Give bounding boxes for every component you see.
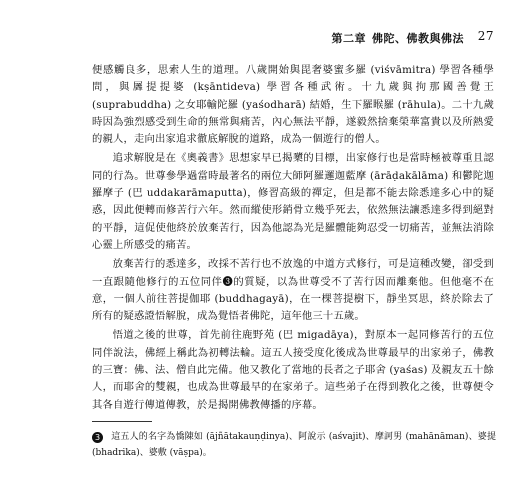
footnote-divider [92,421,152,422]
page-number: 27 [477,29,494,43]
paragraph-3: 放棄苦行的悉達多，改採不苦行也不放逸的中道方式修行，可是這種改變，卻受到一直跟隨他修行的五位同伴❸的質疑，以為世尊受不了苦行因而離棄他。但他毫不在意，一個人前往菩提伽耶 (buddhagayā)，在一棵菩提樹下，靜坐冥思，終於除去了所有的疑惑證悟解脫，成為覺悟者佛陀，這年他三十五歲。 [92,258,494,323]
paragraph-1: 便感觸良多，思索人生的道理。八歲開始與毘奢婆蜜多羅 (viśvāmitra) 學習各種學問，與羼提提婆 (kṣāntideva) 學習各種武術。十九歲與拘那國善覺王 (suprabuddha) 之女耶輸陀羅 (yaśodharā) 結婚，生下羅睺羅 (rāhula)。二十九歲時因為強烈感受到生命的無常與痛苦，內心無法平靜，遂毅然捨棄榮華富貴以及所熱愛的親人，走向出家追求徹底解脫的道路，成為一個遊行的僧人。 [92,64,494,146]
body-text [92,62,494,416]
running-header [0,28,520,46]
footnote-marker: 3 [92,432,103,443]
paragraph-4: 悟道之後的世尊，首先前往鹿野苑 (巴 migadāya)，對原本一起同修苦行的五位同伴說法，佛經上稱此為初轉法輪。這五人接受度化後成為世尊最早的出家弟子，佛教的三寶：佛、法、僧自此完備。他又教化了當地的長者之子耶舍 (yaśas) 及親友五十餘人，而耶舍的雙親，也成為世尊最早的在家弟子。這些弟子在得到教化之後，世尊便令其各自遊行傳道傳教，於是揭開佛教傳播的序幕。 [92,329,494,411]
chapter-title: 佛陀、佛教與佛法 [372,32,464,45]
footnote-text: 這五人的名字為憍陳如 (ājñātakauṇḍinya)、阿說示 (aśvajit)、摩訶男 (mahānāman)、婆提 (bhadrika)、婆敷 (vāṣpa)。 [92,432,496,458]
footnote [92,430,496,462]
paragraph-2: 追求解脫是在《奧義書》思想家早已揭櫫的目標，出家修行也是當時極被尊重且認同的行為。世尊參學過當時最著名的兩位大師阿羅邏迦藍摩 (ārāḍakālāma) 和鬱陀迦羅摩子 (巴 uddakarāmaputta)，修習高級的禪定，但是都不能去除悉達多心中的疑惑，因此便轉而修苦行六年。然而縱使形銷骨立幾乎死去，依然無法讓悉達多得到絕對的平靜，這促使他終於放棄苦行，因為他認為光是羅體能夠忍受一切痛苦，並無法消除心靈上所感受的痛苦。 [92,152,494,251]
chapter-label: 第二章 [331,32,366,45]
